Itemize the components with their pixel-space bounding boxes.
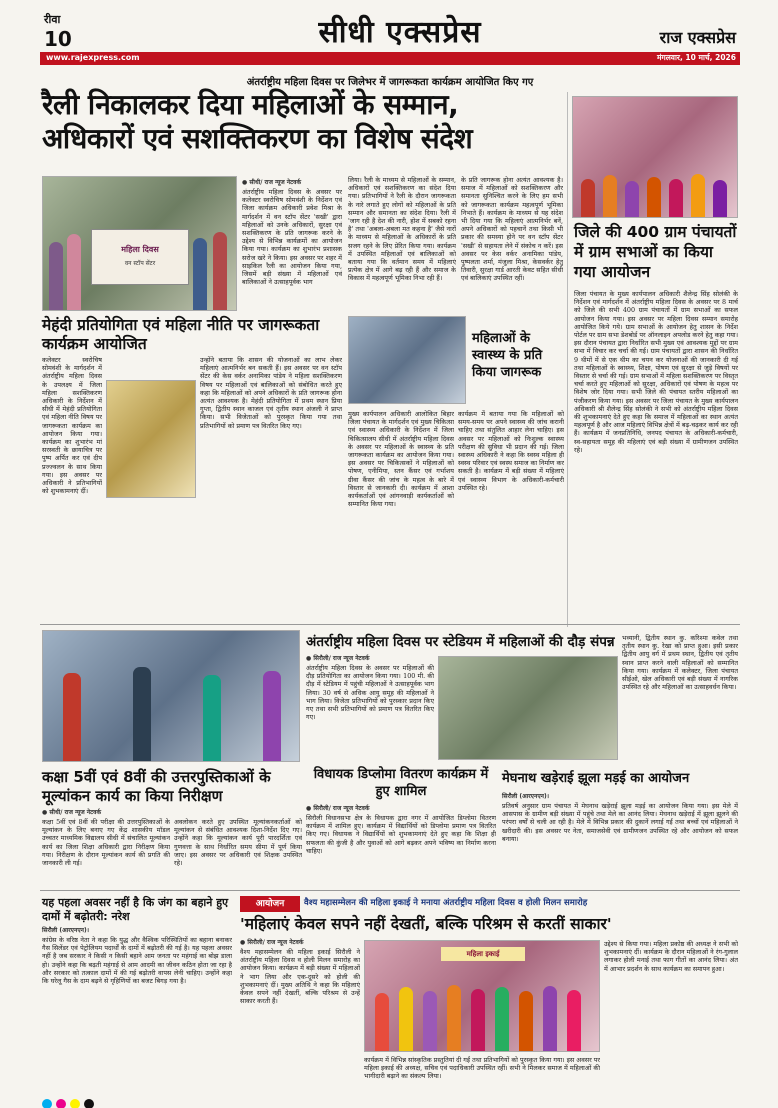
- lead-body-col1: अंतर्राष्ट्रीय महिला दिवस के अवसर पर कलेक्टर स्वरोचिष सोमवंशी के निर्देशन एवं जिला कार्यक्रम अधिकारी प्रवेश मिश्रा के मार्गदर्शन में वन स्टॉप सेंटर 'सखी' द्वारा महिलाओं को उनके अधिकारों, सुरक्षा एवं सशक्तिकरण के प्रति जागरूक करने के उद्देश्य से विभिन्न कार्यक्रमों का आयोजन किया गया। कार्यक्रम का शुभारंभ प्रशासक सरोज खरे ने किया। इस अवसर पर शहर में साइकिल रैली का आयोजन किया गया, जिसमें बड़ी संख्या में महिलाओं एवं बालिकाओं ने उत्साहपूर्वक भाग: [242, 188, 342, 287]
- aayojan-photo-banner: महिला इकाई: [441, 947, 525, 961]
- aayojan-group-photo: [364, 940, 600, 1052]
- aayojan-byline-desk: / राज न्यूज नेटवर्क: [262, 939, 304, 946]
- meghnath-body: प्रतिवर्ष अनुसार ग्राम पंचायत में मेघनाथ खड़ेराई झूला मड़ई का आयोजन किया गया। इस मेले में आसपास के ग्रामीण बड़ी संख्या में पहुंचे तथा मेले का आनंद लिया। मेघनाथ खड़ेराई में झूला झूलने की परंपरा वर्षों से चली आ रही है। मेले में विभिन्न प्रकार की दुकानें लगाई गईं तथा बच्चों एवं महिलाओं ने खरीदारी की। इस अवसर पर नेता, समाजसेवी एवं ग्रामीणजन उपस्थित रहे और आयोजन को सफल बनाया।: [502, 802, 738, 843]
- section-divider-2: [40, 890, 740, 891]
- race-photo-right: [438, 656, 618, 760]
- meghnath-headline: मेघनाथ खड़ेराई झूला मड़ई का आयोजन: [502, 771, 690, 786]
- aayojan-kicker: वैश्य महासम्मेलन की महिला इकाई ने मनाया अंतर्राष्ट्रीय महिला दिवस व होली मिलन समारोह: [304, 898, 588, 908]
- war-byline-city: सिरौली: [42, 927, 58, 934]
- lead-byline-desk: / राज न्यूज नेटवर्क: [260, 179, 302, 186]
- diploma-byline: ● सिरौली/ राज न्यूज नेटवर्क: [306, 805, 370, 812]
- issue-date: मंगलवार, 10 मार्च, 2026: [656, 53, 736, 62]
- rally-banner-subtitle: वन स्टॉप सेंटर: [124, 260, 156, 267]
- lead-photo-rally: [42, 176, 237, 311]
- race-body-2: भव्यानी, द्वितीय स्थान कु. करिश्मा कवेल तथा तृतीय स्थान कु. रेखा को प्राप्त हुआ। इसी प्रकार द्वितीय आयु वर्ग में प्रथम स्थान, द्वितीय एवं तृतीय स्थान प्राप्त करने वाली महिलाओं को सम्मानित किया गया। कार्यक्रम में कलेक्टर, जिला पंचायत सीईओ, खेल अधिकारी एवं बड़ी संख्या में नागरिक उपस्थित रहे और महिलाओं का उत्साहवर्धन किया।: [622, 634, 738, 692]
- aayojan-tag: आयोजन: [240, 896, 300, 912]
- war-body: कांग्रेस के वरिष्ठ नेता ने कहा कि युद्ध और वैश्विक परिस्थितियों का बहाना बनाकर गैस सिलेंडर एवं पेट्रोलियम पदार्थों के दामों में बढ़ोतरी की गई है। यह पहला अवसर नहीं है जब सरकार ने किसी न किसी बहाने आम जनता पर महंगाई का बोझ डाला हो। उन्होंने कहा कि बढ़ती महंगाई से आम आदमी का जीवन कठिन होता जा रहा है और सरकार को तत्काल दामों में की गई बढ़ोतरी वापस लेनी चाहिए। उन्होंने कहा कि घरेलू गैस के दाम बढ़ने से गृहिणियों का बजट बिगड़ गया है।: [42, 936, 232, 986]
- race-byline: ● सिरौली/ राज न्यूज नेटवर्क: [306, 655, 370, 662]
- exam-byline-desk: / राज न्यूज नेटवर्क: [60, 809, 102, 816]
- aayojan-headline: 'महिलाएं केवल सपने नहीं देखतीं, बल्कि परिश्रम से करतीं साकार': [240, 915, 612, 933]
- lead-byline-city: सीधी: [249, 179, 261, 186]
- exam-byline-city: सीधी: [49, 809, 61, 816]
- lead-kicker: अंतर्राष्ट्रीय महिला दिवस पर जिलेभर में जागरूकता कार्यक्रम आयोजित किए गए: [246, 77, 534, 88]
- race-body-1: अंतर्राष्ट्रीय महिला दिवस के अवसर पर महिलाओं की दौड़ प्रतियोगिता का आयोजन किया गया। 100 मी. की दौड़ में स्टेडियम में पहुंची महिलाओं ने उत्साहपूर्वक भाग लिया। 30 वर्ष से अधिक आयु समूह की महिलाओं ने भाग लिया। विजेता प्रतिभागियों को पुरस्कार प्रदान किए गए तथा सभी प्रतिभागियों को प्रमाण पत्र वितरित किए गए।: [306, 664, 434, 722]
- lead-headline-1: रैली निकालकर दिया महिलाओं के सम्मान,: [42, 88, 459, 121]
- exam-byline: ● सीधी/ राज न्यूज नेटवर्क: [42, 809, 102, 816]
- aayojan-crowd: [365, 941, 600, 1052]
- race-photo-left: [42, 630, 300, 762]
- war-byline-desk: (आरएनएन)।: [59, 927, 89, 934]
- meghnath-byline-city: सिरौली: [502, 793, 518, 800]
- gram-sabha-headline: जिले की 400 ग्राम पंचायतों में ग्राम सभाओं का किया गया आयोजन: [574, 223, 737, 281]
- masthead: [0, 0, 778, 70]
- diploma-byline-city: सिरौली: [313, 805, 329, 812]
- lead-body-col2: लिया। रैली के माध्यम से महिलाओं के सम्मान, अधिकारों एवं सशक्तिकरण का संदेश दिया गया। प्रतिभागियों ने रैली के दौरान जागरूकता के नारे लगाते हुए लोगों को महिलाओं के प्रति सम्मान और समानता का संदेश दिया। रैली में 'जाग रही है देश की नारी, होश में सबको रहना है' तथा 'अबला-अबला मत कहना है' जैसे नारों के माध्यम से महिलाओं के अधिकारों के प्रति सजग रहने के लिए प्रेरित किया गया। कार्यक्रम में उपस्थित महिलाओं एवं बालिकाओं को बताया गया कि वर्तमान समय में महिलाएं प्रत्येक क्षेत्र में आगे बढ़ रही हैं और समाज के विकास में महत्वपूर्ण भूमिका निभा रही हैं।: [348, 176, 456, 283]
- exam-body-2: अवलोकन करते हुए उपस्थित मूल्यांकनकर्ताओं को मूल्यांकन से संबंधित आवश्यक दिशा-निर्देश दिए गए। उन्होंने कहा कि मूल्यांकन कार्य पूरी पारदर्शिता एवं गुणवत्ता के साथ निर्धारित समय सीमा में पूर्ण किया जाए। इस अवसर पर अधिकारी एवं शिक्षक उपस्थित रहे।: [174, 818, 302, 868]
- health-body-1: मुख्य कार्यपालन अधिकारी आलोकित बिहार जिला पंचायत के मार्गदर्शन एवं मुख्य चिकित्सा एवं स्वास्थ्य अधिकारी के निर्देशन में जिला चिकित्सालय सीधी में अंतर्राष्ट्रीय महिला दिवस के अवसर पर महिलाओं के स्वास्थ्य के प्रति जागरूकता कार्यक्रम का आयोजन किया गया। इस अवसर पर चिकित्सकों ने महिलाओं को पोषण, एनीमिया, स्तन कैंसर एवं गर्भाशय ग्रीवा कैंसर की जांच के महत्व के बारे में विस्तार से जानकारी दी। कार्यक्रम में आशा कार्यकर्ताओं एवं आंगनवाड़ी कार्यकर्ताओं को सम्मानित किया गया।: [348, 410, 454, 509]
- health-photo: [348, 316, 466, 404]
- diploma-body: सिरौली विधानसभा क्षेत्र के विधायक द्वारा नगर में आयोजित डिप्लोमा वितरण कार्यक्रम में शामिल हुए। कार्यक्रम में विद्यार्थियों को डिप्लोमा प्रमाण पत्र वितरित किए गए। विधायक ने विद्यार्थियों को शुभकामनाएं देते हुए कहा कि शिक्षा ही सफलता की कुंजी है और युवाओं को आगे बढ़कर अपने भविष्य का निर्माण करना चाहिए।: [306, 814, 496, 855]
- section-divider-1: [40, 624, 740, 625]
- war-byline: [42, 926, 192, 934]
- print-color-marks: [40, 1094, 96, 1108]
- aayojan-body-2: कार्यक्रम में विभिन्न सांस्कृतिक प्रस्तुतियां दी गईं तथा प्रतिभागियों को पुरस्कृत किया गया। इस अवसर पर महिला इकाई की अध्यक्ष, सचिव एवं पदाधिकारी उपस्थित रहीं। सभी ने मिलकर समाज में महिलाओं की भागीदारी बढ़ाने का संकल्प लिया।: [364, 1056, 600, 1081]
- gram-sabha-body: जिला पंचायत के मुख्य कार्यपालन अधिकारी शैलेन्द्र सिंह सोलंकी के निर्देशन एवं मार्गदर्शन में अंतर्राष्ट्रीय महिला दिवस के अवसर पर 8 मार्च को जिले की सभी 400 ग्राम पंचायतों में ग्राम सभाओं का सफल आयोजन किया गया। इस अवसर पर महिला दिवस सम्मान समारोह आयोजित किये गये। ग्राम सभाओं के आयोजन हेतु शासन के निर्देश पोर्टल पर ग्राम सभा डेशबोर्ड पर ऑनलाइन अपलोड करने हेतु कहा गया। इस दौरान पंचायत द्वारा निर्धारित सभी मुख्य एवं आवश्यक मुद्दों पर ग्राम सभा में विचार कर चर्चा की गई। ग्राम पंचायतों द्वारा शासन की निर्धारित 9 थीमों में से एक थीम का चयन कर योजनाओं की जानकारी दी गई तथा महिलाओं के स्वास्थ्य, शिक्षा, पोषण एवं सुरक्षा से जुड़े विषयों पर विस्तार से चर्चा की गई। ग्राम सभाओं में महिला सशक्तिकरण पर विस्तृत चर्चा करते हुए महिलाओं को सुरक्षा, अधिकारों एवं पोषण के महत्व पर विशेष जोर दिया गया। सभी जिले की पंचायत स्तरीय महिलाओं का पंजीकरण किया गया। इस अवसर पर जिला पंचायत के मुख्य कार्यपालन अधिकारी श्री शैलेन्द्र सिंह सोलंकी ने सभी को अंतर्राष्ट्रीय महिला दिवस की शुभकामनाएं देते हुए कहा कि समाज में महिलाओं का स्थान अत्यंत महत्वपूर्ण है और आज महिलाएं विभिन्न क्षेत्रों में बढ़-चढ़कर कार्य कर रही हैं। कार्यक्रम में जनप्रतिनिधि, जनपद पंचायत के अधिकारी-कर्मचारी, स्व-सहायता समूह की महिलाएं एवं बड़ी संख्या में ग्रामीणजन उपस्थित रहे।: [574, 290, 738, 454]
- aayojan-byline: ● सिरौली/ राज न्यूज नेटवर्क: [240, 939, 304, 946]
- exam-headline: कक्षा 5वीं एवं 8वीं की उत्तरपुस्तिकाओं के मूल्यांकन कार्य का किया निरीक्षण: [42, 768, 271, 805]
- diploma-byline-desk: / राज न्यूज नेटवर्क: [328, 805, 370, 812]
- mehndi-body-2: उन्होंने बताया कि शासन की योजनाओं का लाभ लेकर महिलाएं आत्मनिर्भर बन सकती हैं। इस अवसर पर वन स्टॉप सेंटर की केस वर्कर अनामिका पांडेय ने महिला सशक्तिकरण विषय पर महिलाओं एवं बालिकाओं को संबोधित करते हुए कहा कि महिलाओं को अपने अधिकारों के प्रति जागरूक होना अत्यंत आवश्यक है। मेहंदी प्रतियोगिता में प्रथम स्थान प्रिया गुप्ता, द्वितीय स्थान काजल एवं तृतीय स्थान अंजली ने प्राप्त किया। सभी विजेताओं को पुरस्कृत किया गया तथा प्रतिभागियों को प्रमाण पत्र वितरित किए गए।: [200, 356, 342, 430]
- war-headline: यह पहला अवसर नहीं है कि जंग का बहाने हुए दामों में बढ़ोतरी: नरेश: [42, 896, 229, 923]
- lead-byline: ● सीधी/ राज न्यूज नेटवर्क: [242, 179, 302, 186]
- mehndi-photo: [106, 380, 196, 498]
- gram-sabha-crowd: [573, 97, 738, 218]
- gram-sabha-photo: [572, 96, 738, 218]
- aayojan-byline-city: सिरौली: [247, 939, 263, 946]
- diploma-headline: विधायक डिप्लोमा वितरण कार्यक्रम में हुए शामिल: [313, 767, 489, 799]
- race-headline: अंतर्राष्ट्रीय महिला दिवस पर स्टेडियम में महिलाओं की दौड़ संपन्न: [306, 634, 615, 650]
- brand-name: राज एक्सप्रेस: [659, 28, 736, 47]
- meghnath-byline-desk: (आरएनएन)।: [519, 793, 549, 800]
- exam-body-1: कक्षा 5वीं एवं 8वीं की परीक्षा की उत्तरपुस्तिकाओं के मूल्यांकन के लिए बनाए गए केंद्र शासकीय मॉडल उच्चतर माध्यमिक विद्यालय सीधी में संचालित मूल्यांकन कार्य का जिला शिक्षा अधिकारी द्वारा निरीक्षण किया गया। निरीक्षण के दौरान मूल्यांकन कार्य की प्रगति की जानकारी ली गई।: [42, 818, 170, 868]
- edition-label: रीवा: [44, 13, 61, 26]
- aayojan-body-1: वैश्य महासम्मेलन की महिला इकाई सिरौली ने अंतर्राष्ट्रीय महिला दिवस व होली मिलन समारोह का आयोजन किया। कार्यक्रम में बड़ी संख्या में महिलाओं ने भाग लिया और एक-दूसरे को होली की शुभकामनाएं दीं। मुख्य अतिथि ने कहा कि महिलाएं केवल सपने नहीं देखतीं, बल्कि परिश्रम से उन्हें साकार करती हैं।: [240, 948, 360, 1006]
- mehndi-headline: मेहंदी प्रतियोगिता एवं महिला नीति पर जागरूकता कार्यक्रम आयोजित: [42, 316, 320, 353]
- website-link[interactable]: www.rajexpress.com: [46, 53, 140, 62]
- lead-body-col3: के प्रति जागरूक होना अत्यंत आवश्यक है। समाज में महिलाओं को सशक्तिकरण और समानता सुनिश्चित करने के लिए हम सभी को जागरूकता कार्यक्रम महत्वपूर्ण भूमिका निभाते हैं। कार्यक्रम के माध्यम से यह संदेश भी दिया गया कि महिलाएं आत्मनिर्भर बनें, अपने अधिकारों को पहचानें तथा किसी भी प्रकार की समस्या होने पर वन स्टॉप सेंटर 'सखी' से सहायता लेने में संकोच न करें। इस अवसर पर केस वर्कर अनामिका पांडेय, पुष्पलता शर्मा, मंजुला मिश्रा, केसवर्कर हेतु तिवारी, सुरक्षा गार्ड आरती केवट सहित सीधी एवं बालिकाएं उपस्थित रहीं।: [461, 176, 563, 283]
- health-headline: महिलाओं के स्वास्थ्य के प्रति किया जागरूक: [472, 331, 543, 380]
- rally-crowd: [43, 177, 237, 311]
- column-rule-right: [567, 92, 568, 627]
- mehndi-body-1: कलेक्टर स्वरोचिष सोमवंशी के मार्गदर्शन में अंतर्राष्ट्रीय महिला दिवस के उपलक्ष्य में जिला महिला सशक्तिकरण अधिकारी के निर्देशन में सीधी में मेहंदी प्रतियोगिता एवं महिला नीति विषय पर जागरूकता कार्यक्रम का आयोजन किया गया। कार्यक्रम का शुभारंभ मां सरस्वती के छायाचित्र पर पुष्प अर्पित कर एवं दीप प्रज्ज्वलन के साथ किया गया। इस अवसर पर अधिकारी ने प्रतिभागियों को शुभकामनाएं दीं।: [42, 356, 102, 496]
- lead-headline-2: अधिकारों एवं सशक्तिकरण का विशेष संदेश: [42, 122, 473, 155]
- page-number: 10: [44, 27, 72, 51]
- meghnath-byline: [502, 792, 652, 800]
- race-runners: [43, 631, 300, 762]
- race-byline-city: सिरौली: [313, 655, 329, 662]
- health-body-2: कार्यक्रम में बताया गया कि महिलाओं को समय-समय पर अपने स्वास्थ्य की जांच करानी चाहिए तथा संतुलित आहार लेना चाहिए। इस अवसर पर महिलाओं को निःशुल्क स्वास्थ्य परीक्षण की सुविधा भी प्रदान की गई। जिला स्वास्थ्य अधिकारी ने कहा कि स्वस्थ महिला ही स्वस्थ परिवार एवं स्वस्थ समाज का निर्माण कर सकती है। कार्यक्रम में बड़ी संख्या में महिलाएं एवं स्वास्थ्य विभाग के अधिकारी-कर्मचारी उपस्थित रहे।: [458, 410, 564, 492]
- aayojan-body-3: उद्देश्य से किया गया। महिला प्रकोष्ठ की अध्यक्ष ने सभी को शुभकामनाएं दीं। कार्यक्रम के दौरान महिलाओं ने रंग-गुलाल लगाकर होली मनाई तथा फाग गीतों का आनंद लिया। अंत में आभार प्रदर्शन के साथ कार्यक्रम का समापन हुआ।: [604, 940, 738, 973]
- page-title: सीधी एक्सप्रेस: [318, 15, 482, 50]
- race-byline-desk: / राज न्यूज नेटवर्क: [328, 655, 370, 662]
- rally-banner-title: महिला दिवस: [121, 245, 159, 254]
